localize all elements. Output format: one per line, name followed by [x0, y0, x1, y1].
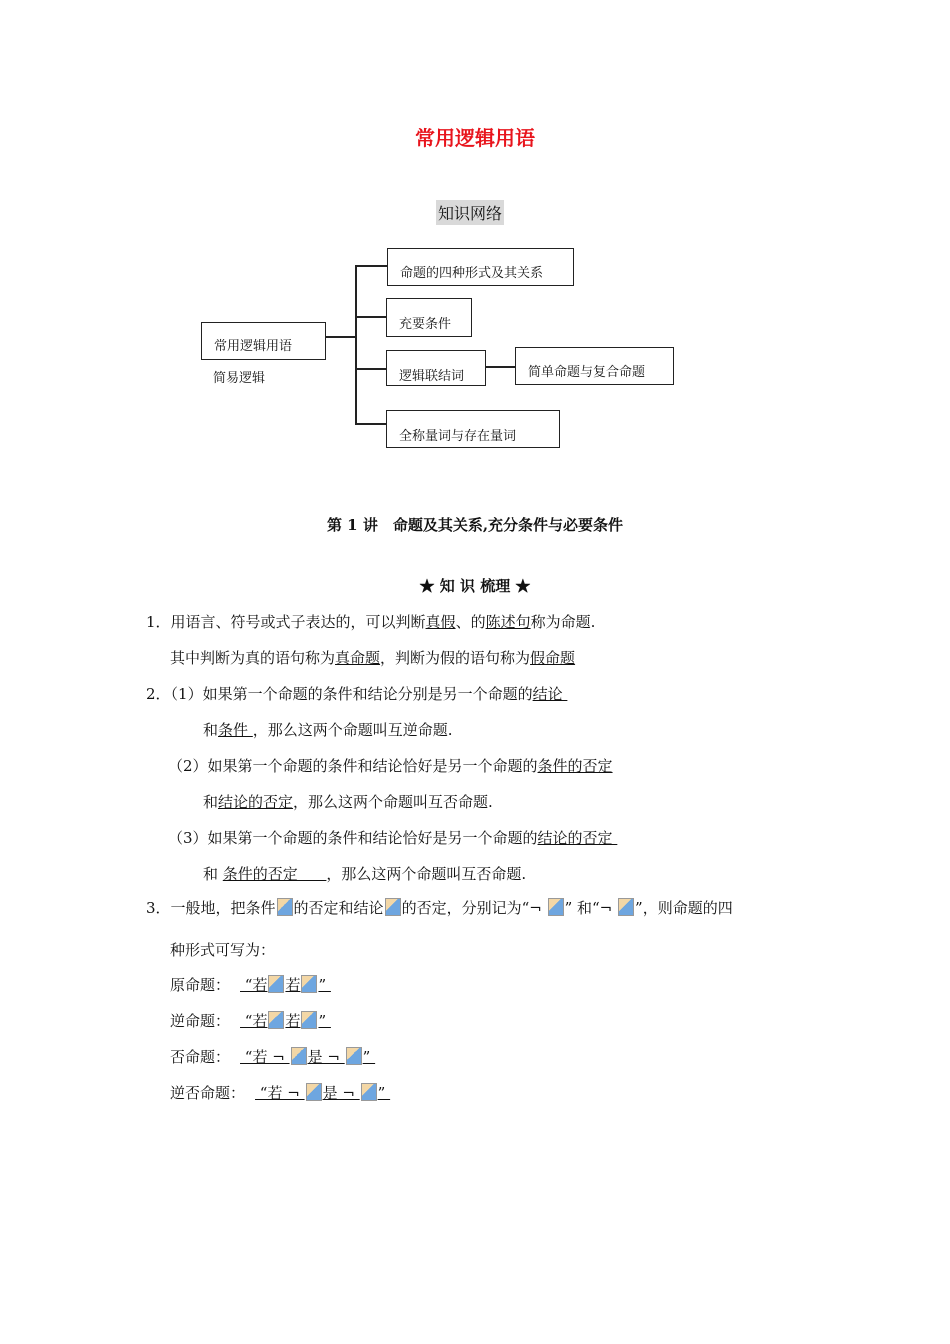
broken-image-icon	[548, 898, 564, 916]
answer-blank: 真假	[425, 613, 456, 631]
connector-root	[326, 336, 356, 338]
broken-image-icon	[301, 1011, 317, 1029]
branch-box-connectives	[386, 350, 486, 386]
branch-label: 全称量词与存在量词	[399, 429, 517, 444]
answer-blank: “若 ¬ 是 ¬ ”	[240, 1048, 376, 1066]
answer-blank: 条件	[218, 721, 253, 739]
item-3-line-1: 3．一般地，把条件 的否定和结论 的否定，分别记为“¬ ” 和“¬ ”，则命题的四	[146, 899, 733, 917]
answer-blank: “若 若 ”	[240, 1012, 331, 1030]
root-box-label: 常用逻辑用语	[214, 339, 293, 354]
item-2-line-6: 和 条件的否定 ，那么这两个命题叫互否命题.	[203, 865, 527, 883]
root-subtitle: 简易逻辑	[213, 371, 266, 386]
page-title: 常用逻辑用语	[415, 126, 535, 150]
broken-image-icon	[277, 898, 293, 916]
broken-image-icon	[385, 898, 401, 916]
branch-box-conditions	[386, 298, 472, 337]
connector-b3-child	[486, 366, 515, 368]
branch-label: 充要条件	[399, 317, 452, 332]
answer-blank: 条件的否定	[537, 757, 613, 775]
answer-blank: 结论的否定	[537, 829, 618, 847]
answer-blank: 陈述句	[485, 613, 531, 631]
broken-image-icon	[361, 1083, 377, 1101]
branch-box-quantifiers	[386, 410, 560, 448]
answer-blank: 真命题	[335, 649, 381, 667]
item-2-line-4: 和结论的否定，那么这两个命题叫互否命题.	[203, 793, 493, 811]
answer-blank: 结论	[532, 685, 568, 703]
branch-label: 命题的四种形式及其关系	[400, 266, 544, 281]
connector-b2	[355, 316, 386, 318]
broken-image-icon	[346, 1047, 362, 1065]
root-box	[201, 322, 326, 360]
broken-image-icon	[301, 975, 317, 993]
form-original: 原命题： “若 若 ”	[170, 976, 331, 994]
broken-image-icon	[268, 1011, 284, 1029]
form-converse: 逆命题： “若 若 ”	[170, 1012, 331, 1030]
lecture-title: 第 1 讲 命题及其关系,充分条件与必要条件	[326, 516, 624, 534]
connector-b4	[355, 423, 386, 425]
answer-blank: “若 ¬ 是 ¬ ”	[255, 1084, 391, 1102]
form-inverse: 否命题： “若 ¬ 是 ¬ ”	[170, 1048, 376, 1066]
answer-blank: 结论的否定	[218, 793, 294, 811]
connector-b3	[355, 368, 386, 370]
broken-image-icon	[291, 1047, 307, 1065]
connector-b1	[355, 265, 387, 267]
item-2-line-2: 和条件 ，那么这两个命题叫互逆命题.	[203, 721, 453, 739]
section-heading: ★ 知 识 梳理 ★	[419, 577, 531, 595]
item-1-line-1: 1．用语言、符号或式子表达的，可以判断真假、的陈述句称为命题.	[146, 613, 596, 631]
item-2-line-1: 2．（1）如果第一个命题的条件和结论分别是另一个命题的结论	[146, 685, 568, 703]
connector-trunk	[355, 265, 357, 424]
item-2-line-5: （3）如果第一个命题的条件和结论恰好是另一个命题的结论的否定	[168, 829, 618, 847]
branch-label: 简单命题与复合命题	[528, 365, 646, 380]
broken-image-icon	[618, 898, 634, 916]
answer-blank: “若 若 ”	[240, 976, 331, 994]
child-box-compound	[515, 347, 674, 385]
branch-box-propositions	[387, 248, 574, 286]
branch-label: 逻辑联结词	[399, 369, 465, 384]
item-1-line-2: 其中判断为真的语句称为真命题，判断为假的语句称为假命题	[170, 649, 576, 667]
broken-image-icon	[306, 1083, 322, 1101]
answer-blank: 假命题	[530, 649, 576, 667]
network-heading: 知识网络	[436, 200, 504, 225]
item-3-line-2: 种形式可写为：	[170, 941, 276, 959]
answer-blank: 条件的否定	[222, 865, 327, 883]
form-contrapositive: 逆否命题： “若 ¬ 是 ¬ ”	[170, 1084, 391, 1102]
broken-image-icon	[268, 975, 284, 993]
item-2-line-3: （2）如果第一个命题的条件和结论恰好是另一个命题的条件的否定	[168, 757, 613, 775]
